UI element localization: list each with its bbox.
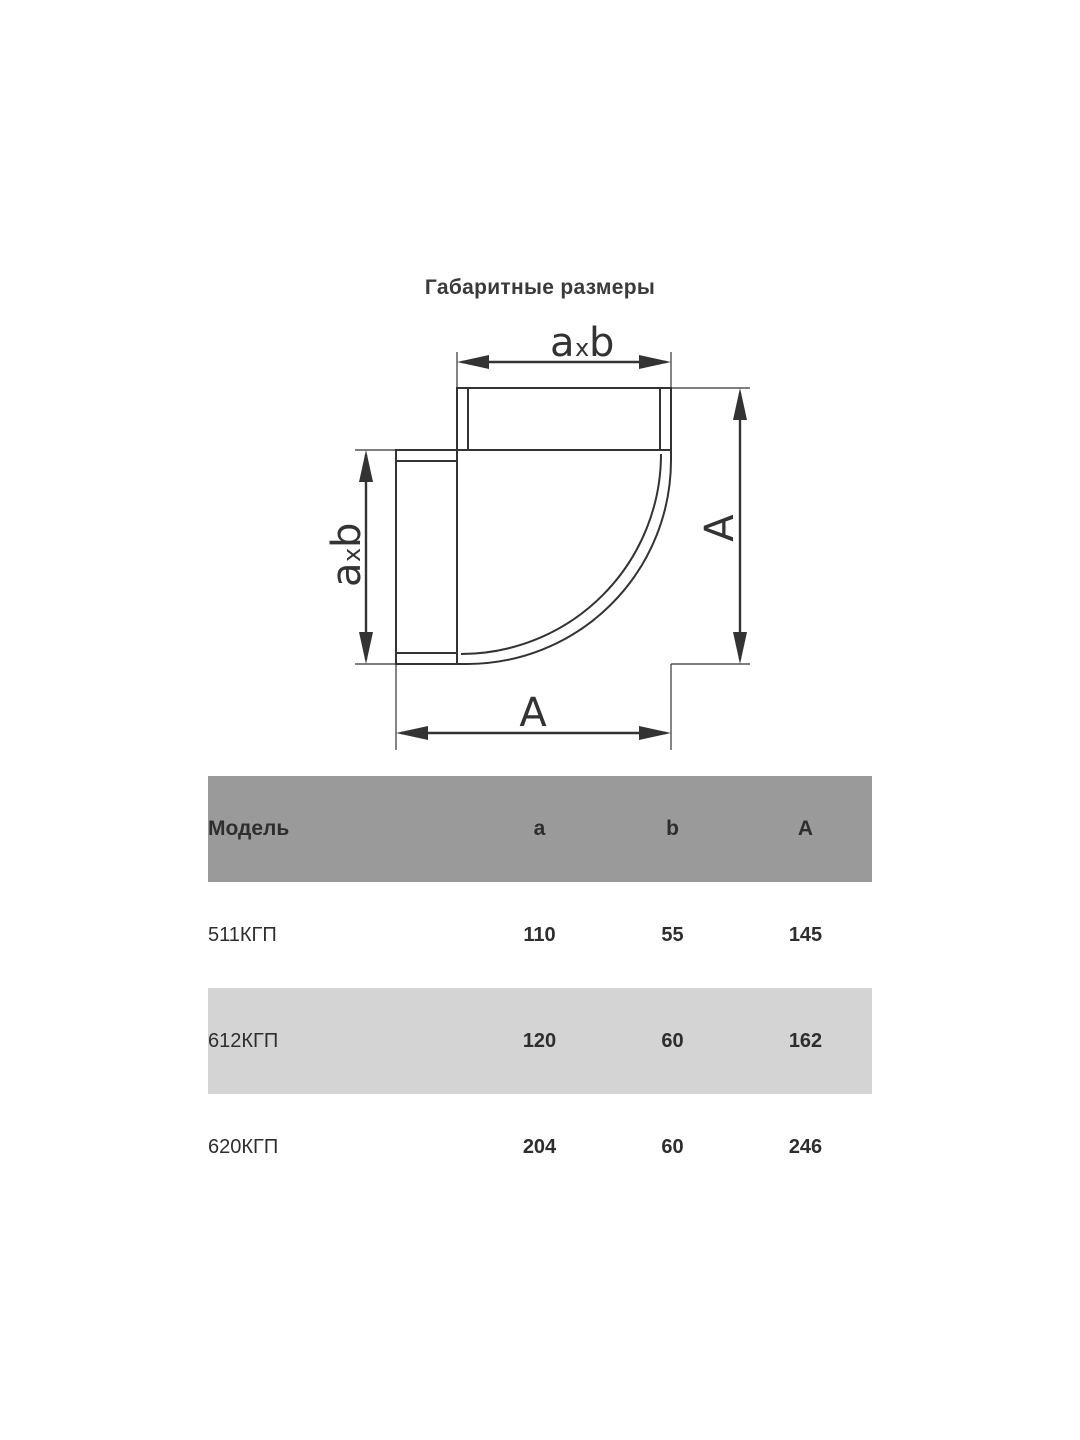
table-row: [208, 1094, 872, 1200]
dimensions-table: [208, 776, 872, 1200]
elbow-inner-curve: [461, 454, 661, 654]
page-title: Габаритные размеры: [424, 276, 656, 299]
left-dim-label-b: b: [324, 522, 370, 548]
cell-A: 145: [788, 923, 823, 946]
left-dim-label-a: a: [324, 562, 370, 587]
header-a: a: [473, 776, 606, 882]
cell-a: 110: [523, 923, 556, 946]
table-header-row: [208, 776, 872, 882]
extension-lines: [355, 352, 750, 750]
header-A: A: [739, 776, 872, 882]
cell-b: 55: [661, 923, 684, 946]
top-collar: [457, 388, 671, 450]
left-dim-label-x: x: [338, 547, 366, 562]
top-dim-label-b: b: [589, 320, 615, 366]
header-model: Модель: [208, 776, 473, 882]
cell-model: 620КГП: [208, 1135, 279, 1158]
left-dim-label: [324, 523, 370, 587]
table-row: [208, 882, 872, 988]
cell-b: 60: [661, 1135, 684, 1158]
cell-a: 204: [522, 1135, 557, 1158]
left-collar: [396, 450, 457, 664]
cell-a: 120: [473, 988, 606, 1094]
cell-b: 60: [606, 988, 739, 1094]
cell-A: 246: [788, 1135, 823, 1158]
top-dim-label-a: a: [550, 320, 575, 366]
elbow-body: [457, 450, 671, 664]
bottom-dim-label: A: [519, 690, 547, 736]
top-dim-label-x: x: [575, 334, 590, 362]
cell-model: 612КГП: [208, 988, 473, 1094]
cell-model: 511КГП: [208, 923, 277, 946]
header-b: b: [606, 776, 739, 882]
dimension-arrows: [359, 355, 747, 740]
table-row: [208, 988, 872, 1094]
elbow-outline: [396, 388, 671, 664]
right-dim-label: A: [697, 514, 743, 542]
cell-A: 162: [739, 988, 872, 1094]
